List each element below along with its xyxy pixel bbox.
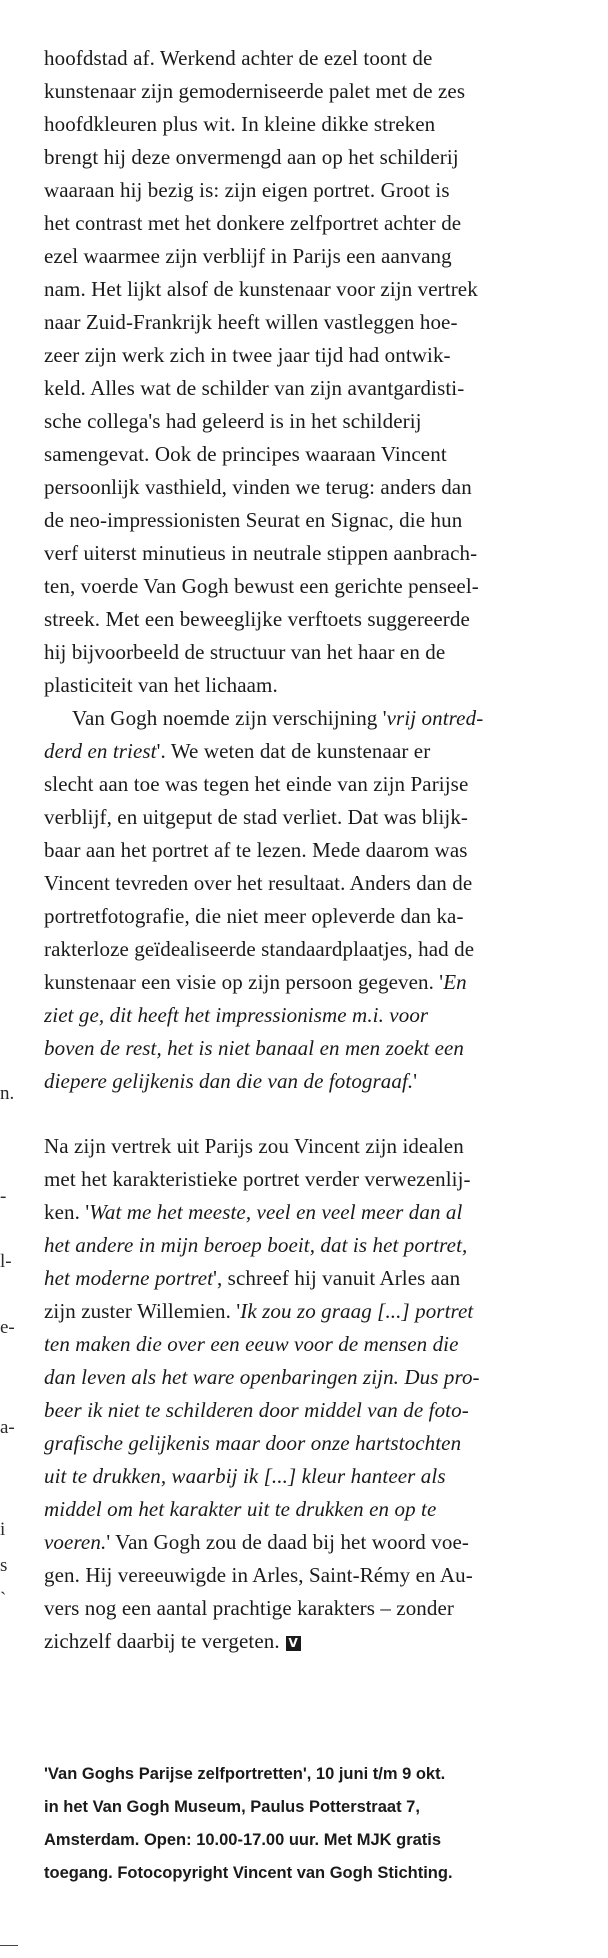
- info-line: in het Van Gogh Museum, Paulus Potterstraat 7,: [44, 1798, 420, 1816]
- text-line: [44, 1394, 600, 1427]
- text-line: [44, 1427, 600, 1460]
- quote-run: middel om het karakter uit te drukken en op te: [44, 1497, 437, 1521]
- quote-run: ziet ge, dit heeft het impressionisme m.i. voor: [44, 1003, 429, 1027]
- text-line: [44, 1328, 600, 1361]
- quote-run: dan leven als het ware openbaringen zijn. Dus pro-: [44, 1365, 480, 1389]
- text-line: kunstenaar zijn gemoderniseerde palet met de zes: [44, 79, 466, 103]
- text-line: het contrast met het donkere zelfportret achter de: [44, 211, 462, 235]
- text-run: ' Van Gogh zou de daad bij het woord voe-: [106, 1530, 469, 1554]
- text-line: waaraan hij bezig is: zijn eigen portret. Groot is: [44, 178, 450, 202]
- margin-fragment: -: [0, 1186, 7, 1207]
- paragraph-3: [44, 1130, 600, 1658]
- text-line: rakterloze geïdealiseerde standaardplaatjes, had de: [44, 937, 475, 961]
- info-line: 'Van Goghs Parijse zelfportretten', 10 juni t/m 9 okt.: [44, 1765, 446, 1783]
- quote-run: het andere in mijn beroep boeit, dat is het portret,: [44, 1233, 468, 1257]
- text-line: zeer zijn werk zich in twee jaar tijd had ontwik-: [44, 343, 451, 367]
- text-line: [44, 1262, 600, 1295]
- text-line: Vincent tevreden over het resultaat. Anders dan de: [44, 871, 473, 895]
- text-line: brengt hij deze onvermengd aan op het schilderij: [44, 145, 459, 169]
- text-line: hoofdstad af. Werkend achter de ezel toont de: [44, 46, 433, 70]
- text-line: [44, 999, 600, 1032]
- quote-run: En: [443, 970, 467, 994]
- text-line: [44, 735, 600, 768]
- article-column: [44, 42, 600, 1658]
- quote-run: het moderne portret: [44, 1266, 214, 1290]
- text-line: portretfotografie, die niet meer opleverde dan ka-: [44, 904, 464, 928]
- quote-run: beer ik niet te schilderen door middel van de foto-: [44, 1398, 469, 1422]
- paragraph-gap: [44, 1098, 600, 1130]
- divider: [0, 1945, 18, 1946]
- text-line: Na zijn vertrek uit Parijs zou Vincent zijn idealen: [44, 1134, 464, 1158]
- text-line: [44, 1229, 600, 1262]
- text-line: gen. Hij vereeuwigde in Arles, Saint-Rémy en Au-: [44, 1563, 473, 1587]
- exhibition-info-box: [44, 1758, 604, 1890]
- quote-run: grafische gelijkenis maar door onze hartstochten: [44, 1431, 462, 1455]
- text-line: [44, 1361, 600, 1394]
- text-line: [44, 1196, 600, 1229]
- text-line: [44, 1065, 600, 1098]
- text-run: kunstenaar een visie op zijn persoon gegeven. ': [44, 970, 444, 994]
- quote-run: ten maken die over een eeuw voor de mensen die: [44, 1332, 459, 1356]
- text-line: hij bijvoorbeeld de structuur van het haar en de: [44, 640, 446, 664]
- paragraph-2: [44, 702, 600, 1098]
- text-line: verblijf, en uitgeput de stad verliet. Dat was blijk-: [44, 805, 469, 829]
- text-line: vers nog een aantal prachtige karakters – zonder: [44, 1596, 455, 1620]
- quote-run: vrij ontred-: [386, 706, 484, 730]
- quote-run: Ik zou zo graag [...] portret: [240, 1299, 474, 1323]
- quote-run: boven de rest, het is niet banaal en men zoekt een: [44, 1036, 465, 1060]
- text-line: [44, 1295, 600, 1328]
- margin-fragment: s: [0, 1555, 8, 1576]
- text-line: baar aan het portret af te lezen. Mede daarom was: [44, 838, 468, 862]
- margin-fragment: n.: [0, 1083, 15, 1104]
- text-run: ': [413, 1069, 418, 1093]
- quote-run: Wat me het meeste, veel en veel meer dan al: [89, 1200, 463, 1224]
- text-line: streek. Met een beweeglijke verftoets suggereerde: [44, 607, 470, 631]
- text-run: zichzelf daarbij te vergeten.: [44, 1629, 280, 1653]
- margin-fragment: l-: [0, 1251, 12, 1272]
- text-line: ten, voerde Van Gogh bewust een gerichte penseel-: [44, 574, 479, 598]
- paragraph-1: [44, 42, 600, 702]
- margin-fragment: i: [0, 1519, 6, 1540]
- text-run: Van Gogh noemde zijn verschijning ': [72, 706, 387, 730]
- text-run: zijn zuster Willemien. ': [44, 1299, 241, 1323]
- margin-fragment: a-: [0, 1417, 15, 1438]
- quote-run: uit te drukken, waarbij ik [...] kleur hanteer als: [44, 1464, 446, 1488]
- text-line: naar Zuid-Frankrijk heeft willen vastleggen hoe-: [44, 310, 458, 334]
- text-line: [44, 1493, 600, 1526]
- info-line: Amsterdam. Open: 10.00-17.00 uur. Met MJK gratis: [44, 1831, 442, 1849]
- text-line: sche collega's had geleerd is in het schilderij: [44, 409, 422, 433]
- margin-fragment: e-: [0, 1317, 15, 1338]
- text-run: ken. ': [44, 1200, 90, 1224]
- text-line: slecht aan toe was tegen het einde van zijn Parijse: [44, 772, 469, 796]
- text-line: nam. Het lijkt alsof de kunstenaar voor zijn vertrek: [44, 277, 478, 301]
- quote-run: diepere gelijkenis dan die van de fotograaf.: [44, 1069, 414, 1093]
- text-line: [44, 1625, 600, 1658]
- text-line: [44, 702, 600, 735]
- text-line: persoonlijk vasthield, vinden we terug: anders dan: [44, 475, 472, 499]
- quote-run: voeren.: [44, 1530, 107, 1554]
- text-line: met het karakteristieke portret verder verwezenlij-: [44, 1167, 471, 1191]
- text-line: verf uiterst minutieus in neutrale stippen aanbrach-: [44, 541, 478, 565]
- text-line: [44, 1460, 600, 1493]
- text-run: '. We weten dat de kunstenaar er: [156, 739, 431, 763]
- text-line: hoofdkleuren plus wit. In kleine dikke streken: [44, 112, 436, 136]
- text-line: plasticiteit van het lichaam.: [44, 673, 278, 697]
- quote-run: derd en triest: [44, 739, 157, 763]
- info-line: toegang. Fotocopyright Vincent van Gogh Stichting.: [44, 1864, 453, 1882]
- text-line: keld. Alles wat de schilder van zijn avantgardisti-: [44, 376, 465, 400]
- end-of-article-icon: V: [286, 1636, 301, 1651]
- text-run: ', schreef hij vanuit Arles aan: [213, 1266, 461, 1290]
- text-line: [44, 1526, 600, 1559]
- text-line: de neo-impressionisten Seurat en Signac, die hun: [44, 508, 463, 532]
- text-line: [44, 966, 600, 999]
- text-line: samengevat. Ook de principes waaraan Vincent: [44, 442, 447, 466]
- text-line: ezel waarmee zijn verblijf in Parijs een aanvang: [44, 244, 452, 268]
- text-line: [44, 1032, 600, 1065]
- margin-fragment: `: [0, 1589, 7, 1610]
